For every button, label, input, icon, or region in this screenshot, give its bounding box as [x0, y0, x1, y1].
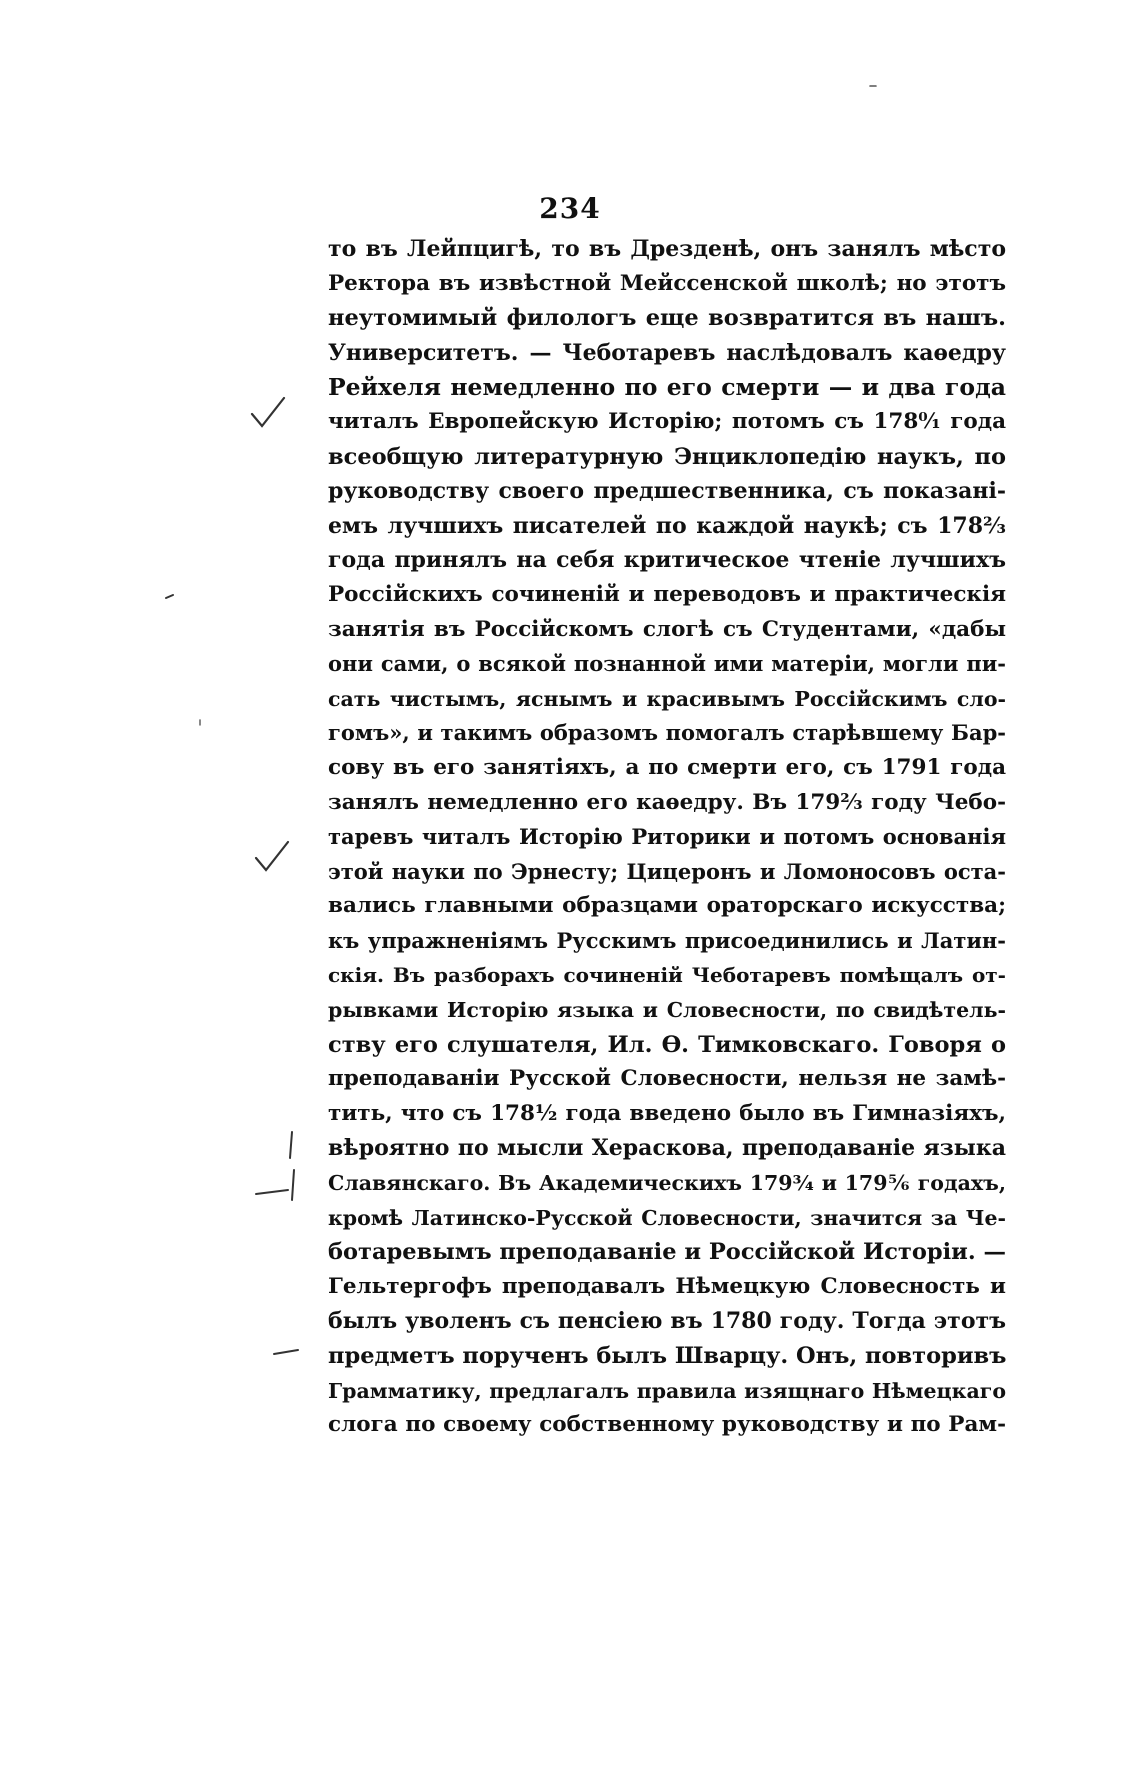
- text-line: руководству своего предшественника, съ показані-: [328, 478, 1006, 505]
- text-line: вѣроятно по мысли Хераскова, преподаваніе языка: [328, 1135, 1006, 1162]
- margin-check-mark-icon: [252, 836, 292, 876]
- text-line: Ректора въ извѣстной Мейссенской школѣ; но этотъ: [328, 270, 1006, 296]
- text-line: Рейхеля немедленно по его смерти — и два года: [328, 373, 1006, 402]
- text-line: года принялъ на себя критическое чтеніе лучшихъ: [328, 547, 1006, 574]
- margin-bracket-mark-icon: [252, 1130, 302, 1220]
- text-line: Гельтергофъ преподавалъ Нѣмецкую Словесность и: [328, 1273, 1006, 1299]
- text-line: гомъ», и такимъ образомъ помогалъ старѣвшему Бар-: [328, 720, 1006, 746]
- margin-check-mark-icon: [248, 392, 288, 432]
- text-line: занятія въ Россійскомъ слогѣ съ Студентами, «дабы: [328, 616, 1006, 642]
- text-line: таревъ читалъ Исторію Риторики и потомъ основанія: [328, 824, 1006, 850]
- text-line: вались главными образцами ораторскаго искусства;: [328, 893, 1006, 919]
- text-line: сову въ его занятіяхъ, а по смерти его, съ 1791 года: [328, 754, 1006, 780]
- margin-dot-mark-icon: [868, 82, 880, 90]
- text-line: къ упражненіямъ Русскимъ присоединились и Латин-: [328, 927, 1006, 953]
- text-line: слога по своему собственному руководству и по Рам-: [328, 1412, 1006, 1438]
- text-line: скія. Въ разборахъ сочиненій Чеботаревъ помѣщалъ от-: [328, 963, 1006, 988]
- text-line: всеобщую литературную Энциклопедію наукъ, по: [328, 443, 1006, 470]
- text-line: занялъ немедленно его каѳедру. Въ 179²⁄₃ году Чебо-: [328, 789, 1006, 815]
- text-line: читалъ Европейскую Исторію; потомъ съ 178⁰⁄₁ года: [328, 408, 1006, 434]
- text-line: этой науки по Эрнесту; Цицеронъ и Ломоносовъ оста-: [328, 858, 1006, 884]
- margin-dot-mark-icon: [196, 718, 204, 728]
- text-line: Славянскаго. Въ Академическихъ 179¾ и 179⅚ годахъ,: [328, 1171, 1006, 1196]
- text-line: былъ уволенъ съ пенсіею въ 1780 году. Тогда этотъ: [328, 1308, 1006, 1335]
- margin-dot-mark-icon: [164, 592, 176, 602]
- text-line: Университетъ. — Чеботаревъ наслѣдовалъ каѳедру: [328, 339, 1006, 366]
- text-line: то въ Лейпцигѣ, то въ Дрезденѣ, онъ занялъ мѣсто: [328, 236, 1006, 262]
- text-line: тить, что съ 178½ года введено было въ Гимназіяхъ,: [328, 1100, 1006, 1126]
- text-line: ботаревымъ преподаваніе и Россійской Исторіи. —: [328, 1239, 1006, 1266]
- text-line: ству его слушателя, Ил. Ѳ. Тимковскаго. Говоря о: [328, 1031, 1006, 1058]
- margin-dash-mark-icon: [272, 1346, 302, 1358]
- text-line: кромѣ Латинско-Русской Словесности, значится за Че-: [328, 1205, 1006, 1230]
- page-number: 234: [539, 192, 601, 225]
- body-text: [328, 232, 1006, 1443]
- text-line: преподаваніи Русской Словесности, нельзя не замѣ-: [328, 1066, 1006, 1092]
- text-line: предметъ порученъ былъ Шварцу. Онъ, повторивъ: [328, 1343, 1007, 1369]
- text-line: Грамматику, предлагалъ правила изящнаго Нѣмецкаго: [328, 1378, 1006, 1403]
- text-line: емъ лучшихъ писателей по каждой наукѣ; съ 178²⁄₃: [328, 512, 1006, 539]
- text-line: неутомимый филологъ еще возвратится въ нашъ.: [328, 305, 1006, 332]
- text-line: они сами, о всякой познанной ими матеріи, могли пи-: [328, 651, 1006, 677]
- text-line: сать чистымъ, яснымъ и красивымъ Россійскимъ сло-: [328, 686, 1006, 711]
- text-line: Россійскихъ сочиненій и переводовъ и практическія: [328, 581, 1006, 607]
- text-line: рывками Исторію языка и Словесности, по свидѣтель-: [328, 998, 1006, 1023]
